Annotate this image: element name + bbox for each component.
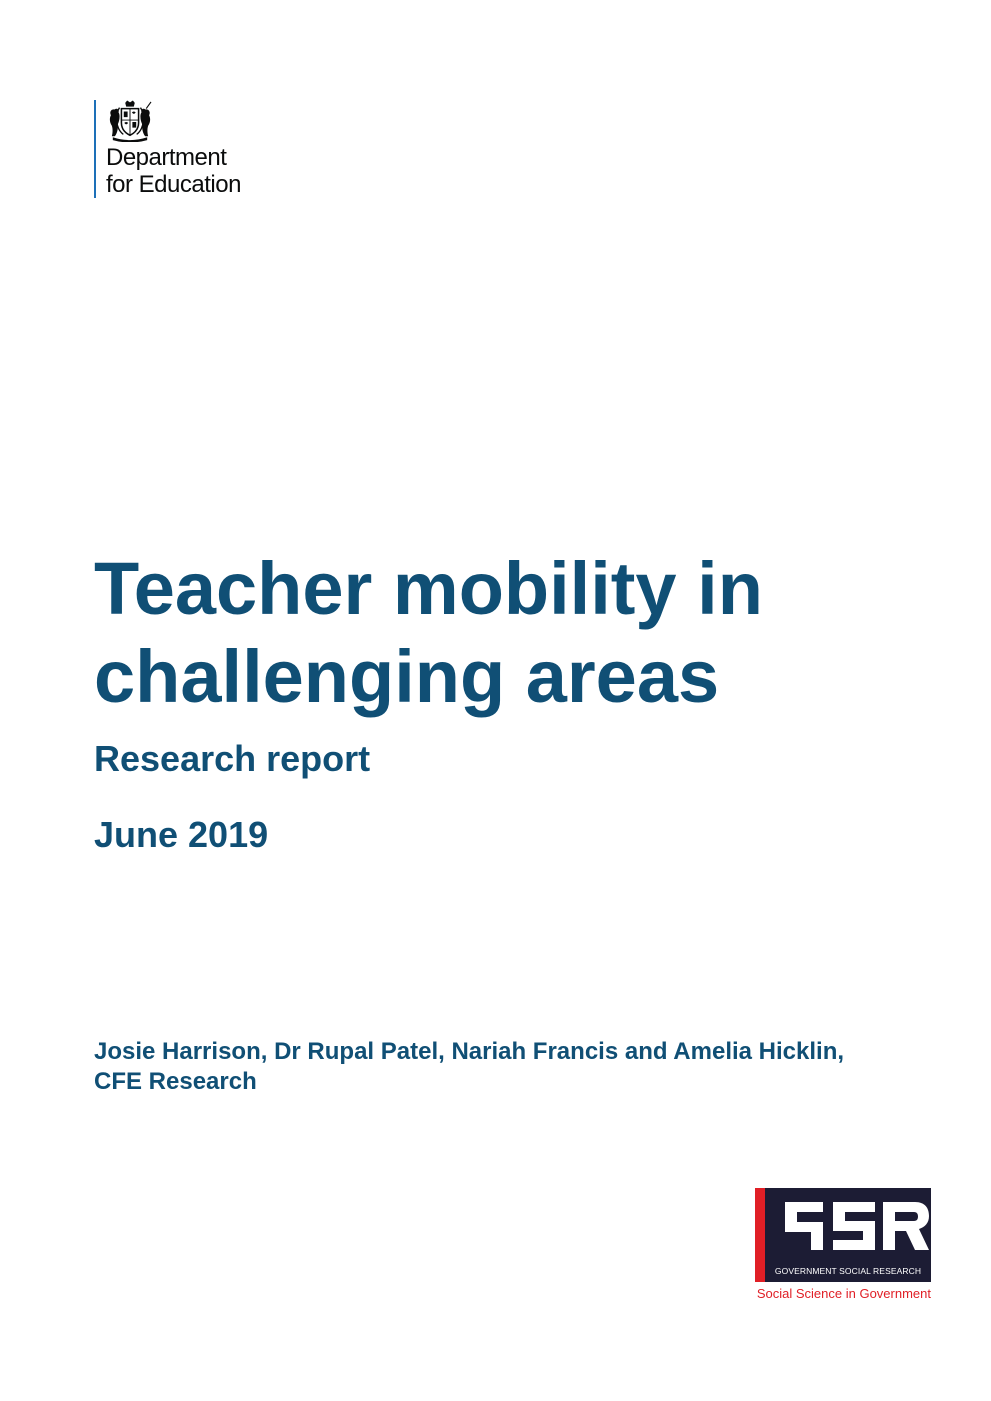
gsr-tagline: Social Science in Government xyxy=(756,1286,931,1301)
department-name-line1: Department xyxy=(106,144,227,171)
gsr-full-name: GOVERNMENT SOCIAL RESEARCH xyxy=(774,1266,922,1276)
department-name-line2: for Education xyxy=(106,171,241,198)
report-authors: Josie Harrison, Dr Rupal Patel, Nariah Francis and Amelia Hicklin, CFE Research xyxy=(94,1038,845,1095)
department-name xyxy=(106,144,241,198)
gsr-letters-text xyxy=(765,1188,766,1189)
report-title: Teacher mobility in challenging areas xyxy=(94,547,763,718)
royal-coat-of-arms-icon xyxy=(106,100,154,142)
dfe-logo xyxy=(94,100,241,198)
logo-rule xyxy=(94,100,96,198)
dfe-logo-content xyxy=(106,100,241,198)
gsr-logo-box xyxy=(755,1188,931,1282)
report-subtitle: Research report xyxy=(94,738,371,779)
gsr-letters-mark xyxy=(781,1194,931,1256)
gsr-logo xyxy=(755,1188,931,1301)
publication-date: June 2019 xyxy=(94,814,269,855)
